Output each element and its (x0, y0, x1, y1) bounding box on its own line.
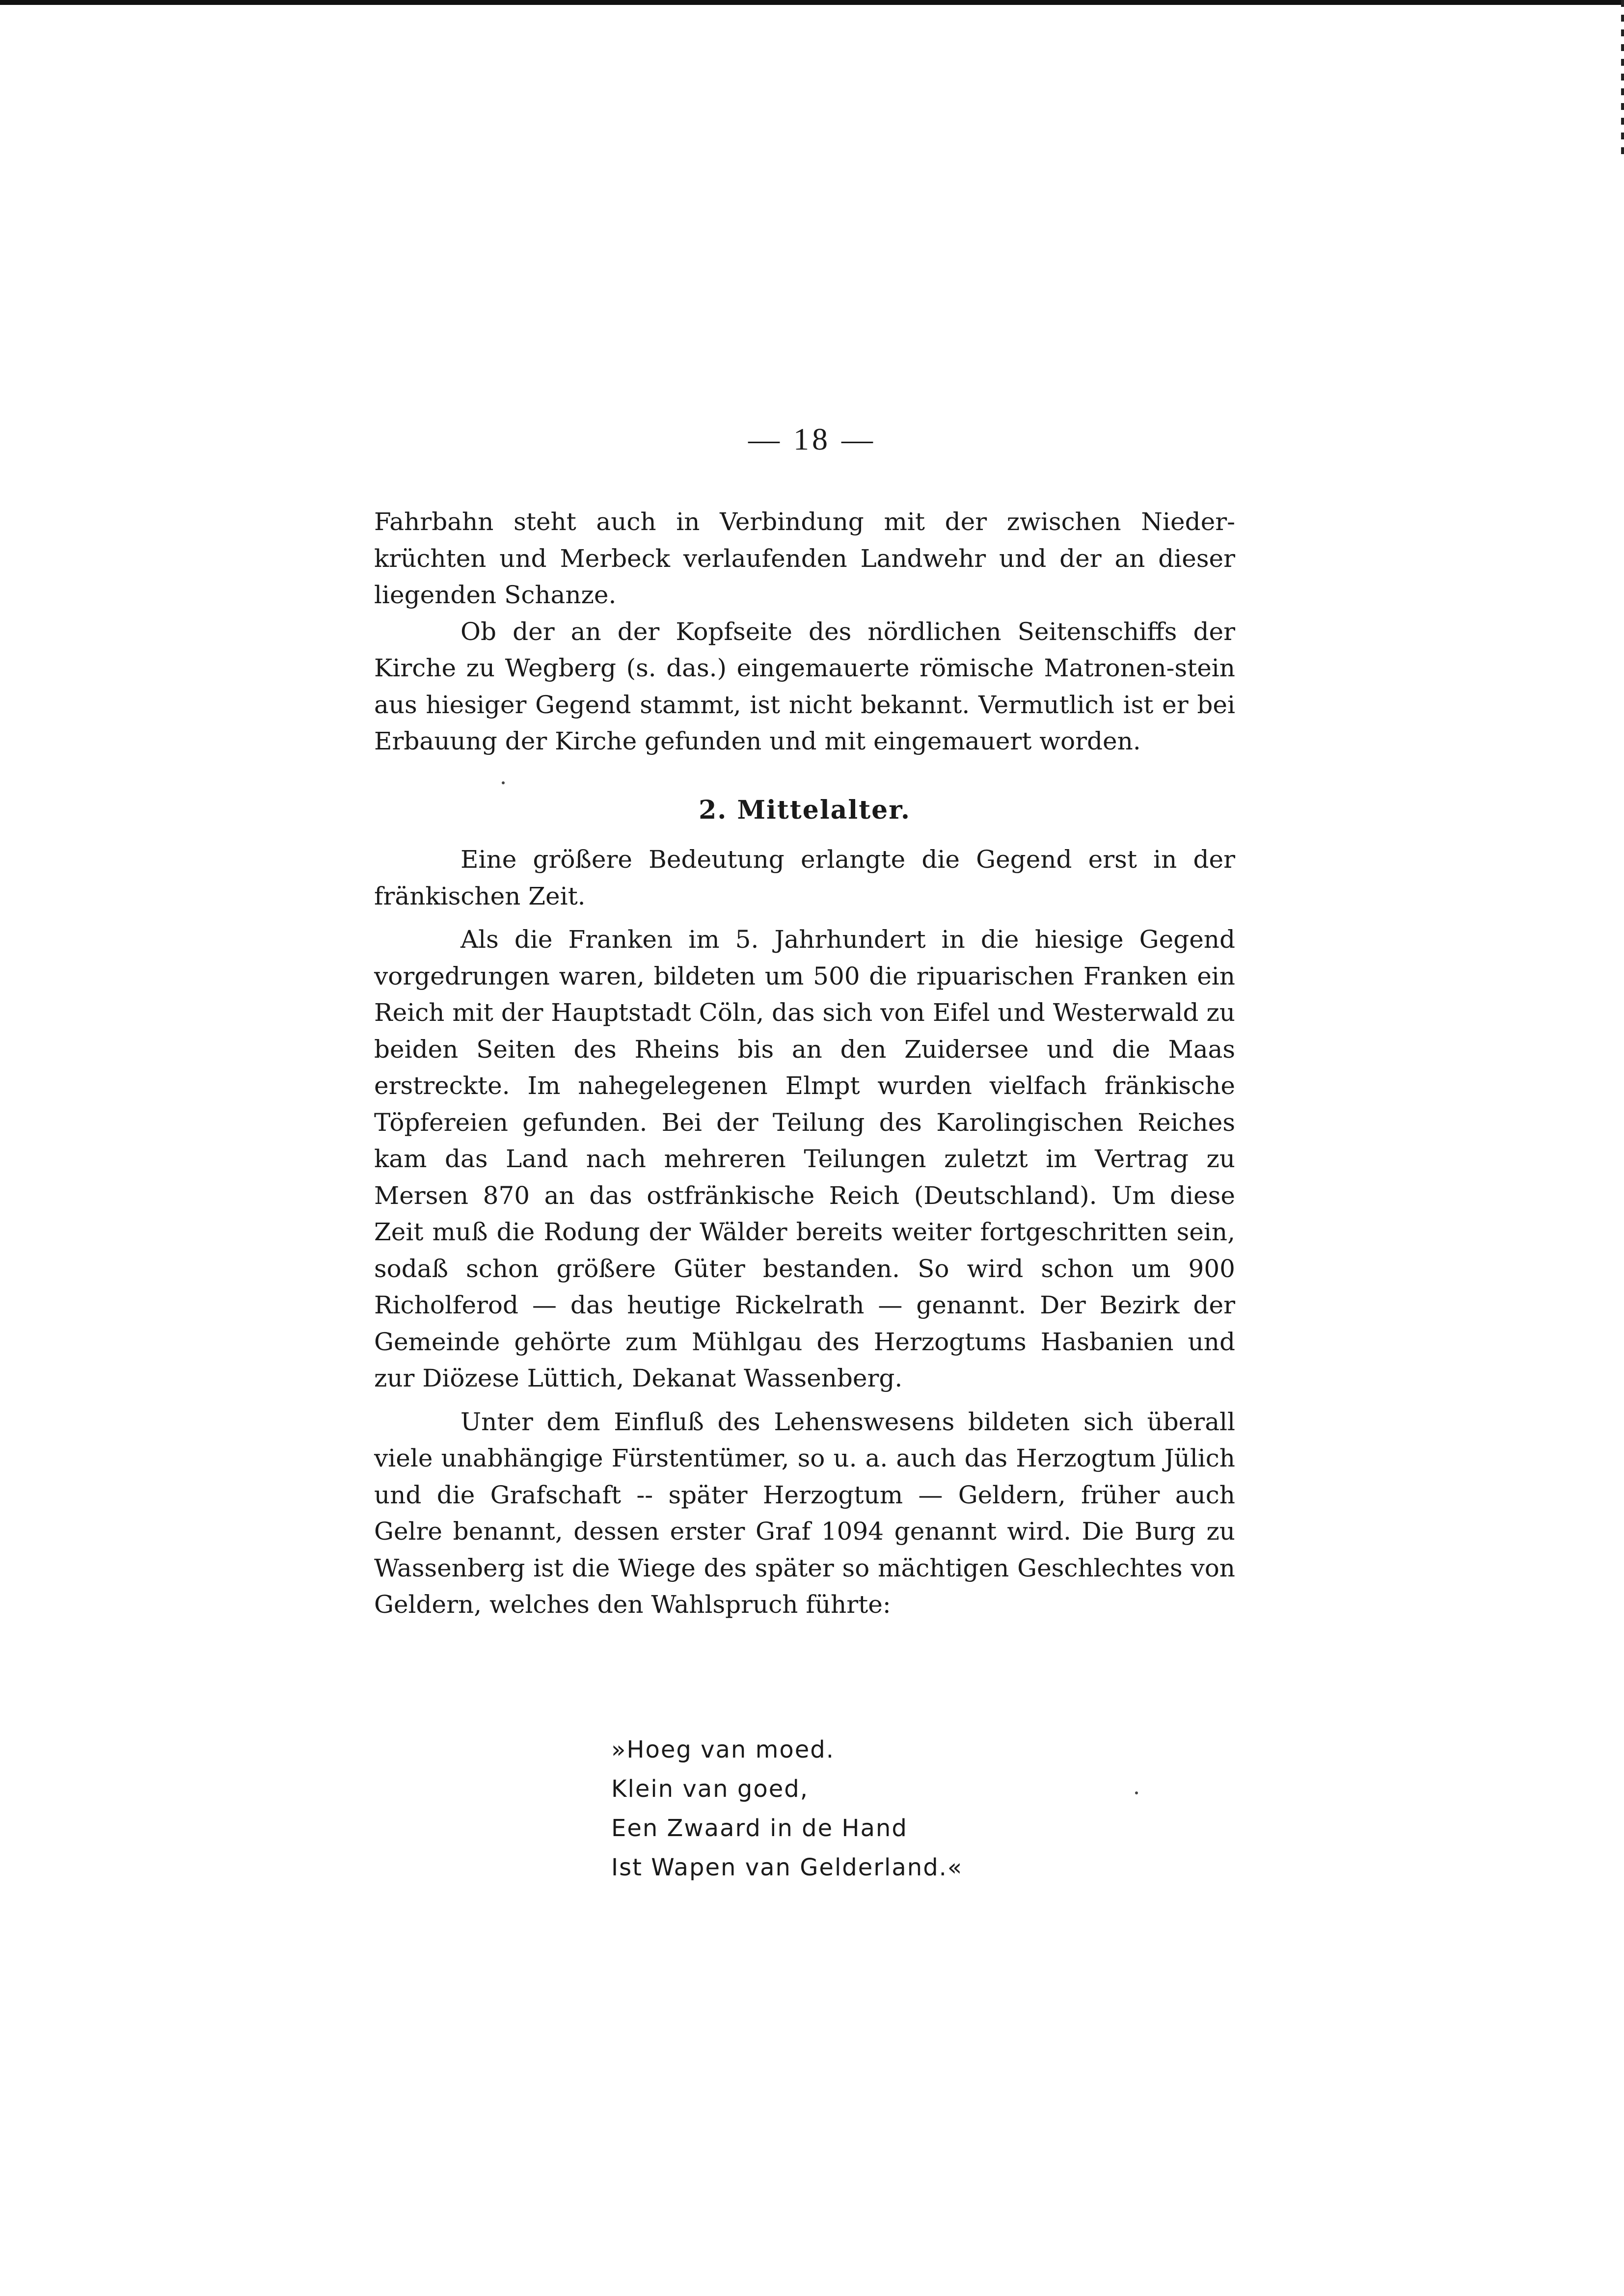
paragraph-bedeutung: Eine größere Bedeutung erlangte die Gegend erst in der fränkischen Zeit. (374, 845, 1235, 910)
page-number: — 18 — (748, 422, 876, 456)
body-text (374, 504, 1235, 1623)
verse-line: Klein van goed, (611, 1775, 809, 1803)
verse-line: »Hoeg van moed. (611, 1736, 835, 1763)
section-heading: 2. Mittelalter. (699, 795, 911, 825)
motto-verse (611, 1730, 963, 1887)
scan-speck (502, 781, 505, 784)
verse-line: Een Zwaard in de Hand (611, 1815, 908, 1842)
scan-right-edge (1621, 0, 1624, 157)
scan-speck (1135, 1791, 1138, 1794)
paragraph-matronenstein: Ob der an der Kopfseite des nördlichen Seitenschiffs der Kirche zu Wegberg (s. das.) eingemauerte römische Matronen-stein aus hiesiger Gegend stammt, ist nicht bekannt. Vermutlich ist er bei Erbauung der Kirche gefunden und mit eingemauert worden. (374, 617, 1235, 755)
paragraph-franken: Als die Franken im 5. Jahrhundert in die hiesige Gegend vorgedrungen waren, bildeten um 500 die ripuarischen Franken ein Reich mit der Hauptstadt Cöln, das sich von Eifel und Westerwald zu beiden Seiten des Rheins bis an den Zuidersee und die Maas erstreckte. Im nahegelegenen Elmpt wurden vielfach fränkische Töpfereien gefunden. Bei der Teilung des Karolingischen Reiches kam das Land nach mehreren Teilungen zuletzt im Vertrag zu Mersen 870 an das ostfränkische Reich (Deutschland). Um diese Zeit muß die Rodung der Wälder bereits weiter fortgeschritten sein, sodaß schon größere Güter bestanden. So wird schon um 900 Richolferod — das heutige Rickelrath — genannt. Der Bezirk der Gemeinde gehörte zum Mühlgau des Herzogtums Hasbanien und zur Diözese Lüttich, Dekanat Wassenberg. (374, 925, 1235, 1392)
paragraph-lehenswesen: Unter dem Einfluß des Lehenswesens bildeten sich überall viele unabhängige Fürstentümer, so u. a. auch das Herzogtum Jülich und die Grafschaft -- später Herzogtum — Geldern, früher auch Gelre benannt, dessen erster Graf 1094 genannt wird. Die Burg zu Wassenberg ist die Wiege des später so mächtigen Geschlechtes von Geldern, welches den Wahlspruch führte: (374, 1407, 1235, 1619)
verse-line: Ist Wapen van Gelderland.« (611, 1854, 963, 1881)
scan-top-border (0, 0, 1624, 5)
paragraph-continuation: Fahrbahn steht auch in Verbindung mit der zwischen Nieder-krüchten und Merbeck verlaufenden Landwehr und der an dieser liegenden Schanze. (374, 507, 1235, 609)
